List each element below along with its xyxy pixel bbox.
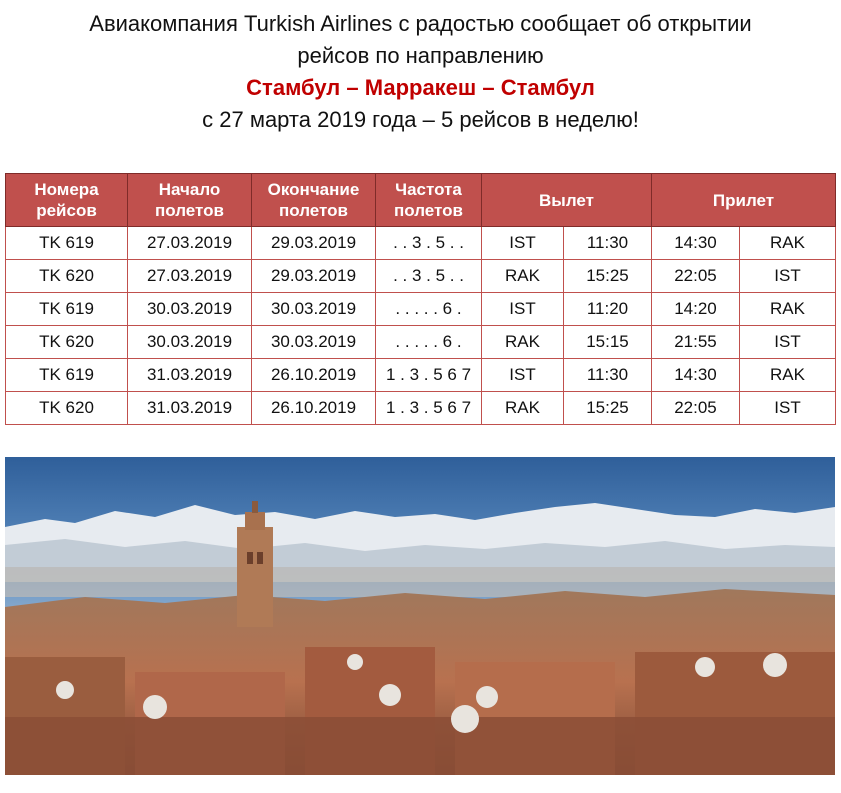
header-departure: Вылет (482, 174, 652, 227)
cell-flight: TK 619 (6, 227, 128, 260)
cell-flight: TK 620 (6, 326, 128, 359)
cell-arrival-time: 22:05 (652, 260, 740, 293)
cell-departure-airport: IST (482, 293, 564, 326)
cell-arrival-airport: IST (740, 392, 836, 425)
cell-departure-time: 15:15 (564, 326, 652, 359)
cell-start: 31.03.2019 (128, 392, 252, 425)
cell-arrival-airport: RAK (740, 227, 836, 260)
cell-departure-time: 11:30 (564, 359, 652, 392)
table-row (6, 260, 836, 293)
table-row (6, 392, 836, 425)
header-end: Окончание полетов (252, 174, 376, 227)
table-row (6, 227, 836, 260)
heading-line-1: Авиакомпания Turkish Airlines с радостью сообщает об открытии (89, 11, 752, 36)
table-row (6, 293, 836, 326)
cell-frequency: . . 3 . 5 . . (376, 260, 482, 293)
cell-departure-airport: RAK (482, 260, 564, 293)
cell-frequency: 1 . 3 . 5 6 7 (376, 392, 482, 425)
cell-start: 27.03.2019 (128, 227, 252, 260)
route-title: Стамбул – Марракеш – Стамбул (246, 75, 595, 100)
table-row (6, 359, 836, 392)
marrakech-skyline-illustration (5, 457, 835, 775)
cell-arrival-airport: RAK (740, 359, 836, 392)
flight-schedule-table (5, 173, 836, 425)
cell-end: 26.10.2019 (252, 359, 376, 392)
cell-departure-time: 15:25 (564, 392, 652, 425)
cell-departure-airport: RAK (482, 392, 564, 425)
cell-departure-airport: IST (482, 359, 564, 392)
cell-arrival-time: 14:30 (652, 227, 740, 260)
cell-frequency: 1 . 3 . 5 6 7 (376, 359, 482, 392)
cell-departure-airport: RAK (482, 326, 564, 359)
header-start: Начало полетов (128, 174, 252, 227)
cell-arrival-airport: RAK (740, 293, 836, 326)
cell-start: 30.03.2019 (128, 293, 252, 326)
header-arrival: Прилет (652, 174, 836, 227)
header-flight-number: Номера рейсов (6, 174, 128, 227)
cell-arrival-time: 14:20 (652, 293, 740, 326)
cell-end: 26.10.2019 (252, 392, 376, 425)
header-frequency: Частота полетов (376, 174, 482, 227)
cell-start: 31.03.2019 (128, 359, 252, 392)
cell-end: 29.03.2019 (252, 260, 376, 293)
cell-end: 30.03.2019 (252, 326, 376, 359)
cell-flight: TK 620 (6, 260, 128, 293)
cell-arrival-time: 21:55 (652, 326, 740, 359)
cell-departure-time: 11:30 (564, 227, 652, 260)
cell-arrival-airport: IST (740, 326, 836, 359)
heading-line-4: с 27 марта 2019 года – 5 рейсов в неделю! (202, 107, 639, 132)
announcement-heading (0, 8, 841, 136)
cell-frequency: . . 3 . 5 . . (376, 227, 482, 260)
cell-flight: TK 619 (6, 293, 128, 326)
cell-flight: TK 619 (6, 359, 128, 392)
cell-departure-airport: IST (482, 227, 564, 260)
cell-end: 30.03.2019 (252, 293, 376, 326)
cell-end: 29.03.2019 (252, 227, 376, 260)
cell-flight: TK 620 (6, 392, 128, 425)
heading-line-2: рейсов по направлению (297, 43, 544, 68)
marrakech-cityscape-photo (5, 457, 835, 775)
cell-start: 30.03.2019 (128, 326, 252, 359)
cell-start: 27.03.2019 (128, 260, 252, 293)
cell-frequency: . . . . . 6 . (376, 293, 482, 326)
cell-arrival-time: 14:30 (652, 359, 740, 392)
table-row (6, 326, 836, 359)
table-header-row (6, 174, 836, 227)
cell-arrival-airport: IST (740, 260, 836, 293)
cell-departure-time: 11:20 (564, 293, 652, 326)
cell-arrival-time: 22:05 (652, 392, 740, 425)
cell-frequency: . . . . . 6 . (376, 326, 482, 359)
cell-departure-time: 15:25 (564, 260, 652, 293)
